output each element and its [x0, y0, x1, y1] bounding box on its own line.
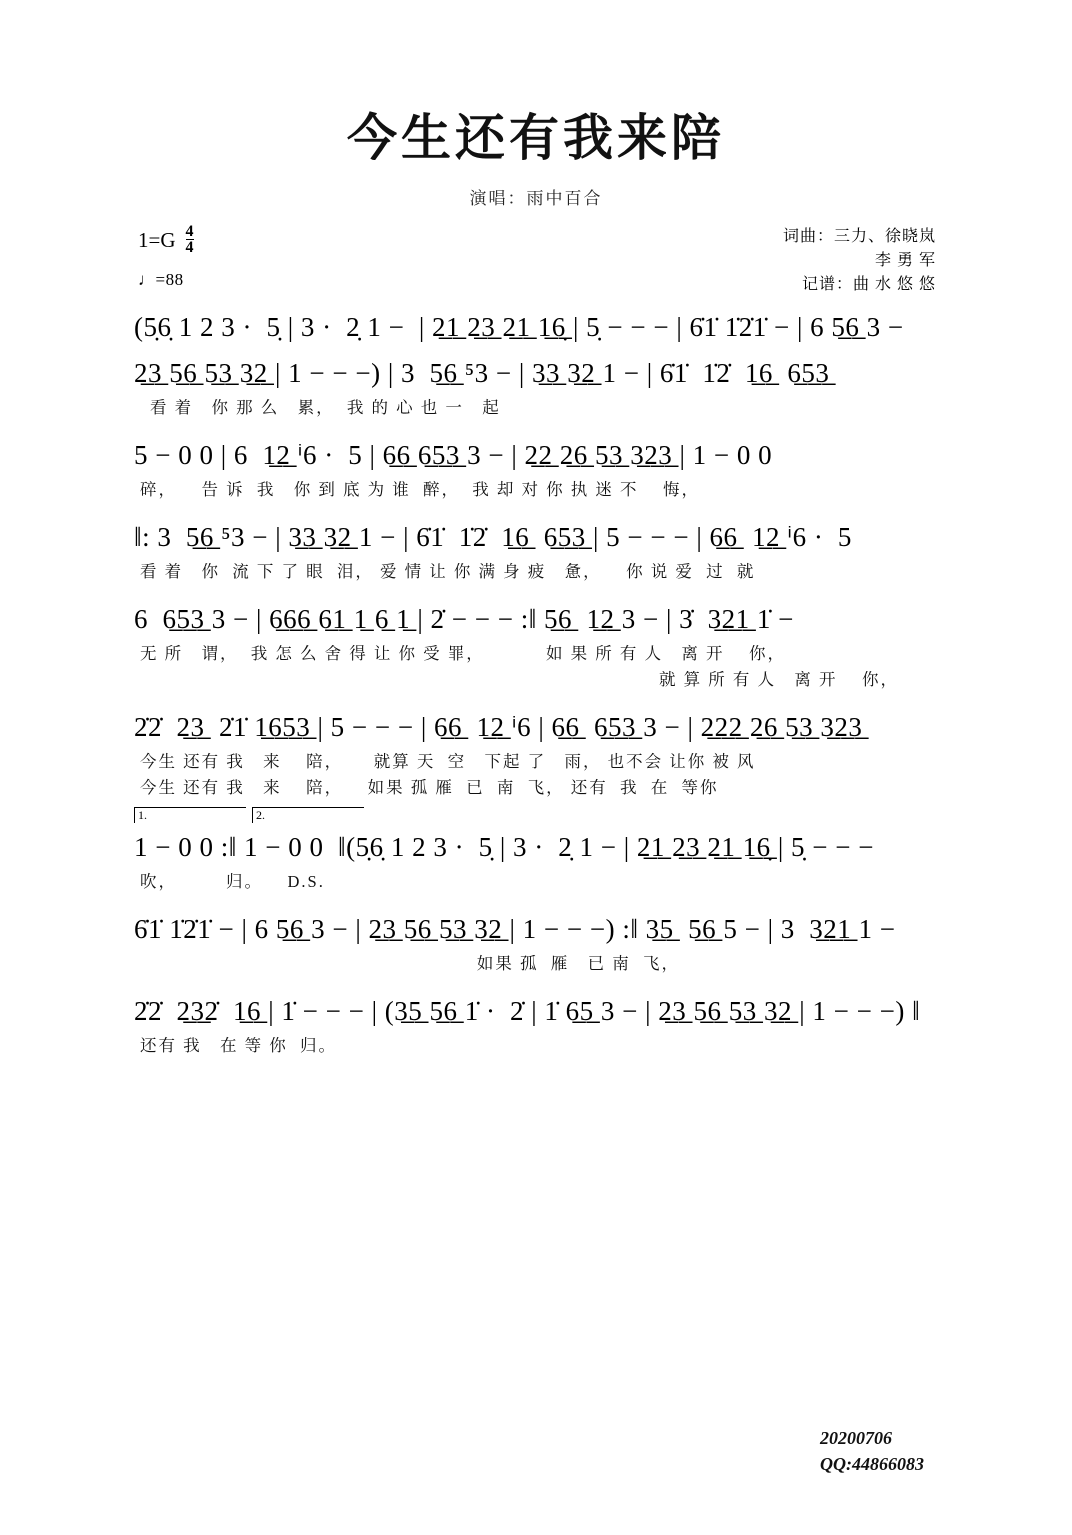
lyric-line: 看 着 你 那 么 累， 我 的 心 也 一 起 [150, 398, 501, 417]
footer-block [820, 1425, 924, 1477]
notation-line: 2̇2̇ 2̲3̲ 2̇1̇ 1̲6̲5̲3̲ | 5 − − − | 6̲6̲ 1̲2̲ ⁱ6 | 6̲6̲ 6̲5̲3̲ 3 − | 2̲2̲2̲ 2̲6̲ 5̲3̲ 3̲2̲3̲ [134, 711, 863, 742]
system-4 [134, 515, 942, 585]
ending-brackets [134, 807, 942, 825]
notation-line: 5 − 0 0 | 6 1̲2̲ ⁱ6 · 5 | 6̲6̲ 6̲5̲3̲ 3 − | 2̲2̲ 2̲6̲ 5̲3̲ 3̲2̲3̲ | 1 − 0 0 [134, 439, 773, 470]
system-spacer [134, 897, 942, 907]
system-1 [134, 305, 942, 349]
system-spacer [134, 423, 942, 433]
system-6 [134, 705, 942, 801]
credits-block [783, 225, 936, 297]
music-systems [0, 305, 1072, 1059]
lyric-line: 如果 孤 雁 已 南 飞， [140, 954, 680, 973]
lyric-line-verse2: 今生 还有 我 来 陪， 如果 孤 雁 已 南 飞， 还有 我 在 等你 [140, 778, 719, 797]
key-signature-line [138, 225, 194, 256]
lyric-line: 今生 还有 我 来 陪， 就算 天 空 下起 了 雨， 也不会 让你 被 风 [140, 752, 756, 771]
credit-line-2: 李 勇 军 [874, 252, 936, 269]
lyric-line-verse2: 就 算 所 有 人 离 开 你， [659, 670, 899, 689]
system-spacer [134, 587, 942, 597]
first-ending-bracket: 1. [134, 807, 246, 823]
notation-line: 6̇1̇ 1̇2̇1̇ − | 6 5̲6̲ 3 − | 2̲3̲ 5̲6̲ 5̲3̲ 3̲2̲ | 1 − − −) :‖ 3̲5̲ 5̲6̲ 5 − | 3 3̲2̲1̲ 1 − [134, 913, 896, 944]
lyric-line: 看 着 你 流 下 了 眼 泪， 爱 情 让 你 满 身 疲 惫， 你 说 爱 过 就 [140, 562, 756, 581]
footer-date: 20200706 [820, 1427, 892, 1448]
notation-line: ‖: 3 5̲6̲ ⁵3 − | 3̲3̲ 3̲2̲ 1 − | 6̇1̇ 1̇2̇ 1̲6̲ 6̲5̲3̲ | 5 − − − | 6̲6̲ 1̲2̲ ⁱ6 · 5 [134, 521, 852, 552]
lyric-line: 还有 我 在 等 你 归。 [140, 1036, 337, 1055]
notation-line: 1 − 0 0 :‖ 1 − 0 0 ‖(5̣6̣ 1 2 3 · 5̣ | 3 · 2̣ 1 − | 2̲1̲ 2̲3̲ 2̲1̲ 1̲6̲̣ | 5̣ − − − [134, 831, 874, 862]
sheet-music-page [0, 98, 1072, 1535]
system-2 [134, 351, 942, 421]
notation-line: 2̲3̲ 5̲6̲ 5̲3̲ 3̲2̲ | 1 − − −) | 3 5̲6̲ ⁵3 − | 3̲3̲ 3̲2̲ 1 − | 6̇1̇ 1̇2̇ 1̲6̲ 6̲5̲3̲ [134, 357, 830, 388]
system-spacer [134, 695, 942, 705]
system-7 [134, 825, 942, 895]
key-tempo-block [138, 225, 194, 290]
time-signature-denominator: 4 [185, 239, 194, 257]
page-title: 今生还有我来陪 [347, 110, 725, 166]
lyric-line: 碎， 告 诉 我 你 到 底 为 谁 醉， 我 却 对 你 执 迷 不 悔， [140, 480, 700, 499]
system-3 [134, 433, 942, 503]
system-spacer [134, 505, 942, 515]
metadata-row [0, 219, 1072, 297]
tempo-marking: ♩=88 [138, 270, 184, 290]
notation-line: (5̣6̣ 1 2 3 · 5̣ | 3 · 2̣ 1 − | 2̲1̲ 2̲3̲ 2̲1̲ 1̲6̲̣ | 5̣ − − − | 6̇1̇ 1̇2̇1̇ − | 6 5̲6̲ 3 − [134, 311, 904, 342]
credit-line-1: 词曲：三力、徐晓岚 [782, 228, 936, 245]
system-8 [134, 907, 942, 977]
system-spacer [134, 979, 942, 989]
key-signature: 1=G [138, 228, 176, 253]
system-5 [134, 597, 942, 693]
footer-qq: QQ:44866083 [820, 1453, 924, 1474]
notation-line: 2̇2̇ 2̲3̲2̇ 1̲6̲ | 1̇ − − − | (3̲5̲ 5̲6̲ 1̇ · 2̇ | 1̇ 6̲5̲ 3 − | 2̲3̲ 5̲6̲ 5̲3̲ 3̲2̲ | 1 − − −) ‖ [134, 995, 921, 1026]
time-signature [186, 224, 194, 255]
performer-line: 演唱：雨中百合 [469, 189, 603, 208]
system-9 [134, 989, 942, 1059]
second-ending-bracket: 2. [252, 807, 364, 823]
credit-line-3: 记谱：曲 水 悠 悠 [801, 276, 936, 293]
time-signature-numerator: 4 [185, 223, 194, 240]
lyric-line: 吹， 归。 D.S. [140, 872, 325, 891]
notation-line: 6 6̲5̲3̲ 3 − | 6̲6̲6̲ 6̲1̲ 1̲ 6̲ 1̲ | 2̇ − − − :‖ 5̲6̲ 1̲2̲ 3 − | 3̇ 3̲2̲1̲ 1̇ − [134, 603, 794, 634]
lyric-line: 无 所 谓， 我 怎 么 舍 得 让 你 受 罪， 如 果 所 有 人 离 开 你， [140, 644, 786, 663]
